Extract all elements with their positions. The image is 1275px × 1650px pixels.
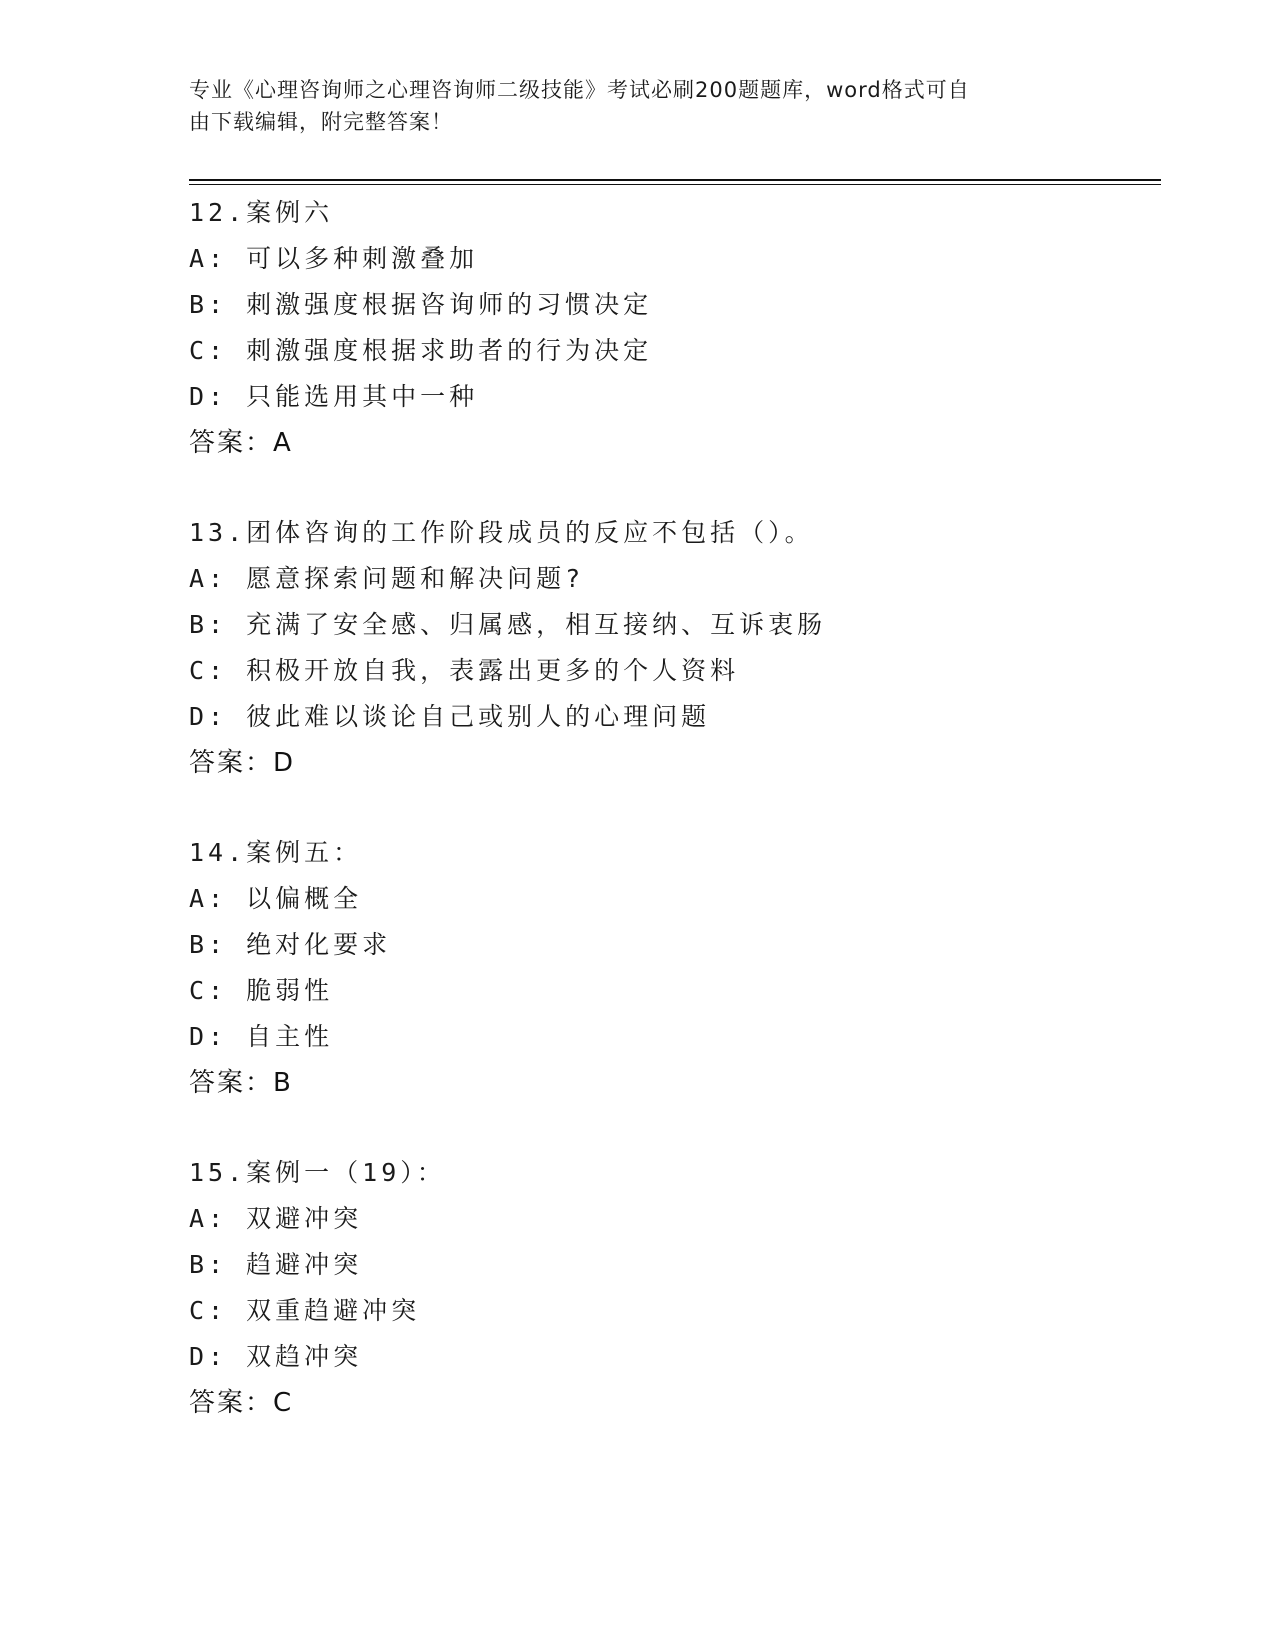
option-d: D: 只能选用其中一种 xyxy=(189,382,479,411)
question-item xyxy=(189,830,1149,1106)
answer-line: 答案：B xyxy=(189,1068,293,1098)
option-d: D: 双趋冲突 xyxy=(189,1342,363,1371)
option-c: C: 脆弱性 xyxy=(189,976,334,1005)
option-b: B: 趋避冲突 xyxy=(189,1250,363,1279)
question-item xyxy=(189,190,1149,466)
question-item xyxy=(189,1150,1149,1426)
question-stem: 15.案例一（19）： xyxy=(189,1158,446,1187)
answer-line: 答案：A xyxy=(189,428,293,458)
header-line-2: 由下载编辑，附完整答案！ xyxy=(189,110,453,134)
option-c: C: 积极开放自我，表露出更多的个人资料 xyxy=(189,656,740,685)
option-c: C: 刺激强度根据求助者的行为决定 xyxy=(189,336,653,365)
document-header xyxy=(189,74,1069,138)
question-item xyxy=(189,510,1149,786)
option-a: A: 以偏概全 xyxy=(189,884,363,913)
option-b: B: 充满了安全感、归属感，相互接纳、互诉衷肠 xyxy=(189,610,827,639)
question-stem: 13.团体咨询的工作阶段成员的反应不包括（）。 xyxy=(189,518,814,547)
option-d: D: 彼此难以谈论自己或别人的心理问题 xyxy=(189,702,711,731)
header-divider-thin xyxy=(189,184,1161,185)
option-b: B: 刺激强度根据咨询师的习惯决定 xyxy=(189,290,653,319)
header-divider-thick xyxy=(189,179,1161,181)
option-b: B: 绝对化要求 xyxy=(189,930,392,959)
answer-line: 答案：D xyxy=(189,748,296,778)
option-a: A: 双避冲突 xyxy=(189,1204,363,1233)
question-stem: 12.案例六 xyxy=(189,198,334,227)
option-d: D: 自主性 xyxy=(189,1022,334,1051)
option-a: A: 可以多种刺激叠加 xyxy=(189,244,479,273)
question-list xyxy=(189,190,1149,1470)
answer-line: 答案：C xyxy=(189,1388,294,1418)
option-a: A: 愿意探索问题和解决问题? xyxy=(189,564,585,593)
question-stem: 14.案例五： xyxy=(189,838,363,867)
option-c: C: 双重趋避冲突 xyxy=(189,1296,421,1325)
header-line-1: 专业《心理咨询师之心理咨询师二级技能》考试必刷200题题库，word格式可自 xyxy=(189,78,970,102)
